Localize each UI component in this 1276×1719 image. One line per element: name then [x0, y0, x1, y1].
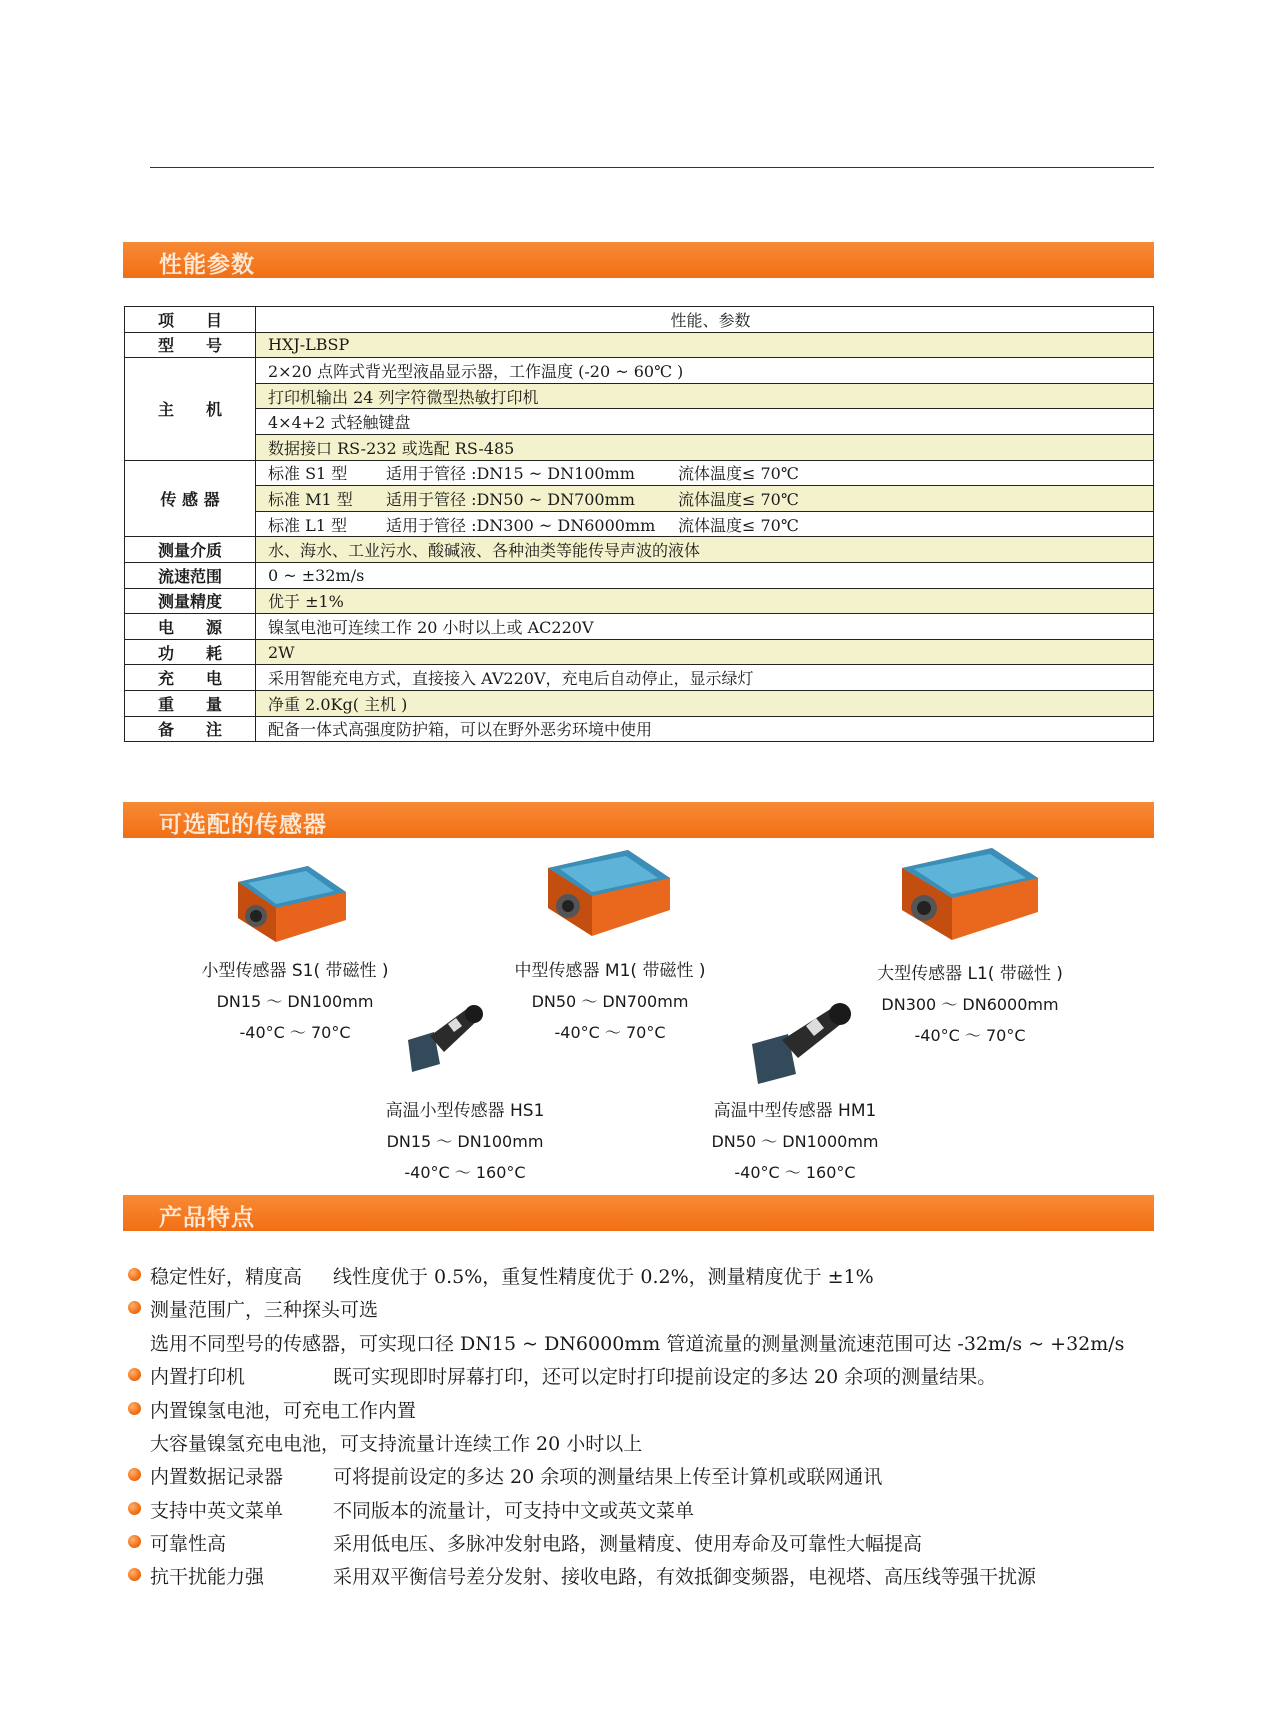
table-cell	[125, 588, 256, 614]
table-cell	[256, 588, 1154, 614]
sensor-temp: -40°C ～ 160°C	[404, 1163, 526, 1182]
table-cell	[256, 383, 1154, 409]
row-label: 主 机	[157, 400, 222, 420]
table-cell	[256, 358, 1154, 384]
sensor-temp: 流体温度≤ 70℃	[678, 489, 799, 509]
feature-desc: 既可实现即时屏幕打印，还可以定时打印提前设定的多达 20 余项的测量结果。	[333, 1366, 997, 1388]
row-value: HXJ-LBSP	[268, 335, 350, 355]
table-row	[125, 409, 1154, 435]
sensor-hs1-image	[404, 1002, 488, 1078]
feature-desc: 线性度优于 0.5%，重复性精度优于 0.2%，测量精度优于 ±1%	[333, 1266, 874, 1288]
feature-title: 可靠性高	[150, 1533, 227, 1555]
section-bar-sensors	[123, 802, 1154, 838]
sensor-s1	[175, 956, 415, 1043]
section-bar-features	[123, 1195, 1154, 1231]
sensor-name: 大型传感器 L1( 带磁性 )	[877, 964, 1063, 984]
row-label: 备 注	[157, 720, 222, 740]
bullet-icon	[128, 1502, 141, 1515]
row-value: 水、海水、工业污水、酸碱液、各种油类等能传导声波的液体	[268, 541, 701, 561]
row-value: 净重 2.0Kg( 主机 )	[268, 694, 408, 714]
table-cell	[125, 358, 256, 460]
bullet-icon	[128, 1402, 141, 1415]
table-cell	[256, 409, 1154, 435]
bullet-icon	[128, 1301, 141, 1314]
sensor-range: DN50 ～ DN700mm	[531, 992, 689, 1011]
row-value: 配备一体式高强度防护箱，可以在野外恶劣环境中使用	[268, 720, 653, 740]
sensor-hm1-image	[748, 1000, 860, 1090]
row-value: 优于 ±1%	[268, 592, 344, 612]
row-value: 2×20 点阵式背光型液晶显示器，工作温度 (-20 ~ 60℃ )	[268, 361, 684, 381]
section-title: 产品特点	[159, 1205, 255, 1231]
table-cell	[256, 537, 1154, 563]
row-label: 型 号	[157, 336, 222, 356]
row-value: 数据接口 RS-232 或选配 RS-485	[268, 438, 515, 458]
sensor-type: 标准 S1 型	[268, 464, 348, 484]
table-row	[125, 588, 1154, 614]
row-label: 传 感 器	[160, 489, 220, 509]
table-header-row	[125, 307, 1154, 333]
sensor-range: 适用于管径 :DN15 ~ DN100mm	[386, 464, 635, 484]
sensor-range: DN300 ～ DN6000mm	[881, 995, 1059, 1014]
section-title: 性能参数	[159, 252, 255, 278]
sensor-range: DN15 ～ DN100mm	[386, 1132, 544, 1151]
table-cell	[256, 665, 1154, 691]
feature-desc: 不同版本的流量计，可支持中文或英文菜单	[333, 1500, 695, 1522]
table-row	[125, 486, 1154, 512]
table-cell	[256, 486, 1154, 512]
sensor-temp: -40°C ～ 160°C	[734, 1163, 856, 1182]
bullet-icon	[128, 1568, 141, 1581]
table-cell	[256, 511, 1154, 537]
row-label: 重 量	[157, 694, 222, 714]
header-label: 项 目	[157, 310, 222, 330]
row-label: 测量精度	[157, 592, 222, 612]
row-label: 功 耗	[157, 643, 222, 663]
sensor-temp: -40°C ～ 70°C	[914, 1026, 1026, 1045]
sensor-name: 高温小型传感器 HS1	[385, 1101, 545, 1121]
sensor-hs1	[345, 1096, 585, 1183]
top-rule	[150, 167, 1154, 168]
section-bar-performance	[123, 242, 1154, 278]
sensor-l1	[850, 959, 1090, 1046]
sensor-range: DN50 ～ DN1000mm	[711, 1132, 879, 1151]
table-cell	[125, 307, 256, 333]
row-value: 4×4+2 式轻触键盘	[268, 413, 411, 433]
table-row	[125, 511, 1154, 537]
table-cell	[125, 639, 256, 665]
feature-title: 内置打印机	[150, 1366, 246, 1388]
feature-title: 内置镍氢电池，可充电工作内置	[150, 1400, 417, 1422]
table-row	[125, 434, 1154, 460]
table-cell	[256, 716, 1154, 742]
feature-continuation: 选用不同型号的传感器，可实现口径 DN15 ~ DN6000mm 管道流量的测量测量流速范围可达 -32m/s ~ +32m/s	[150, 1333, 1125, 1355]
table-cell	[256, 639, 1154, 665]
table-row	[125, 562, 1154, 588]
sensor-l1-image	[896, 846, 1044, 944]
row-label: 充 电	[157, 669, 222, 689]
table-row	[125, 690, 1154, 716]
sensor-type: 标准 L1 型	[268, 515, 347, 535]
sensor-range: 适用于管径 :DN300 ~ DN6000mm	[386, 515, 656, 535]
row-value: 采用智能充电方式，直接接入 AV220V，充电后自动停止，显示绿灯	[268, 669, 754, 689]
table-row	[125, 639, 1154, 665]
row-label: 流速范围	[157, 566, 222, 586]
table-row	[125, 537, 1154, 563]
table-cell	[256, 332, 1154, 358]
bullet-icon	[128, 1535, 141, 1548]
table-cell	[256, 460, 1154, 486]
table-row	[125, 358, 1154, 384]
feature-desc: 可将提前设定的多达 20 余项的测量结果上传至计算机或联网通讯	[333, 1466, 883, 1488]
bullet-icon	[128, 1268, 141, 1281]
row-value: 0 ~ ±32m/s	[268, 565, 365, 585]
row-value: 2W	[268, 642, 295, 662]
feature-title: 抗干扰能力强	[150, 1566, 265, 1588]
table-cell	[256, 562, 1154, 588]
sensor-temp: 流体温度≤ 70℃	[678, 464, 799, 484]
sensor-temp: 流体温度≤ 70℃	[678, 515, 799, 535]
sensor-name: 中型传感器 M1( 带磁性 )	[514, 961, 706, 981]
table-cell	[125, 460, 256, 537]
sensor-name: 高温中型传感器 HM1	[713, 1101, 877, 1121]
table-row	[125, 716, 1154, 742]
table-cell	[125, 562, 256, 588]
bullet-icon	[128, 1368, 141, 1381]
row-value: 打印机输出 24 列字符微型热敏打印机	[268, 387, 539, 407]
sensor-m1	[490, 956, 730, 1043]
sensor-temp: -40°C ～ 70°C	[554, 1023, 666, 1042]
table-cell	[125, 690, 256, 716]
feature-desc: 采用双平衡信号差分发射、接收电路，有效抵御变频器，电视塔、高压线等强干扰源	[333, 1566, 1037, 1588]
row-value: 镍氢电池可连续工作 20 小时以上或 AC220V	[268, 617, 594, 637]
sensor-range: DN15 ～ DN100mm	[216, 992, 374, 1011]
table-cell	[125, 332, 256, 358]
sensor-m1-image	[540, 848, 678, 940]
sensor-temp: -40°C ～ 70°C	[239, 1023, 351, 1042]
feature-title: 内置数据记录器	[150, 1466, 284, 1488]
feature-title: 支持中英文菜单	[150, 1500, 284, 1522]
table-cell	[125, 716, 256, 742]
feature-title: 稳定性好，精度高	[150, 1266, 303, 1288]
sensor-range: 适用于管径 :DN50 ~ DN700mm	[386, 489, 635, 509]
spec-table	[124, 306, 1154, 742]
table-cell	[125, 665, 256, 691]
bullet-icon	[128, 1468, 141, 1481]
feature-desc: 采用低电压、多脉冲发射电路，测量精度、使用寿命及可靠性大幅提高	[333, 1533, 923, 1555]
table-cell	[256, 307, 1154, 333]
row-label: 电 源	[157, 617, 222, 637]
table-cell	[125, 537, 256, 563]
feature-title: 测量范围广，三种探头可选	[150, 1299, 379, 1321]
table-row	[125, 665, 1154, 691]
sensor-s1-image	[228, 864, 354, 946]
table-row	[125, 460, 1154, 486]
sensor-type: 标准 M1 型	[268, 489, 353, 509]
table-cell	[256, 690, 1154, 716]
table-cell	[256, 614, 1154, 640]
feature-continuation: 大容量镍氢充电电池，可支持流量计连续工作 20 小时以上	[150, 1433, 643, 1455]
table-row	[125, 614, 1154, 640]
table-cell	[256, 434, 1154, 460]
sensor-name: 小型传感器 S1( 带磁性 )	[201, 961, 389, 981]
table-row	[125, 383, 1154, 409]
table-row	[125, 332, 1154, 358]
sensor-hm1	[675, 1096, 915, 1183]
table-cell	[125, 614, 256, 640]
row-label: 测量介质	[157, 541, 222, 561]
header-value: 性能、参数	[670, 310, 751, 330]
section-title: 可选配的传感器	[159, 812, 327, 838]
